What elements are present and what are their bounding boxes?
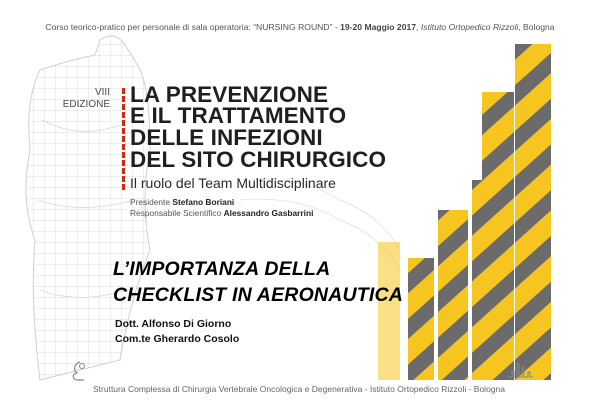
event-title-line-3: DELLE INFEZIONI — [130, 125, 323, 150]
president-role: Presidente — [130, 197, 173, 207]
footer-text: Struttura Complessa di Chirurgia Vertebrale Oncologica e Degenerativa - Istituto Ortopedico Rizzoli - Bologna — [93, 384, 505, 394]
course-header — [0, 22, 600, 32]
course-dates: 19-20 Maggio 2017 — [340, 22, 417, 32]
stair-bars-graphic — [378, 44, 551, 380]
scientific-credit — [130, 208, 313, 218]
event-subtitle: Il ruolo del Team Multidisciplinare — [130, 175, 336, 191]
president-credit — [130, 197, 234, 207]
header-separator: , — [416, 22, 421, 32]
edition-label: EDIZIONE — [62, 99, 110, 110]
speaker-2: Com.te Gherardo Cosolo — [115, 333, 240, 345]
course-city: , Bologna — [518, 22, 555, 32]
course-name: Corso teorico-pratico per personale di sala operatoria: “NURSING ROUND” - — [45, 22, 341, 32]
course-venue: Istituto Ortopedico Rizzoli — [420, 22, 519, 32]
event-title-line-1: LA PREVENZIONE — [130, 82, 329, 107]
talk-title-line-2: CHECKLIST IN AERONAUTICA — [113, 284, 404, 306]
president-name: Stefano Boriani — [172, 197, 235, 207]
institute-logo-icon — [68, 360, 92, 382]
scientific-name: Alessandro Gasbarrini — [223, 208, 314, 218]
talk-title-line-1: L’IMPORTANZA DELLA — [113, 258, 331, 280]
edition-number: VIII — [94, 87, 110, 98]
bologna-skyline-icon — [506, 362, 534, 378]
accent-bar — [122, 88, 125, 192]
speaker-1: Dott. Alfonso Di Giorno — [115, 318, 232, 330]
event-title-line-2: E IL TRATTAMENTO — [130, 103, 347, 128]
event-title-line-4: DEL SITO CHIRURGICO — [130, 147, 387, 172]
scientific-role: Responsabile Scientifico — [130, 208, 224, 218]
